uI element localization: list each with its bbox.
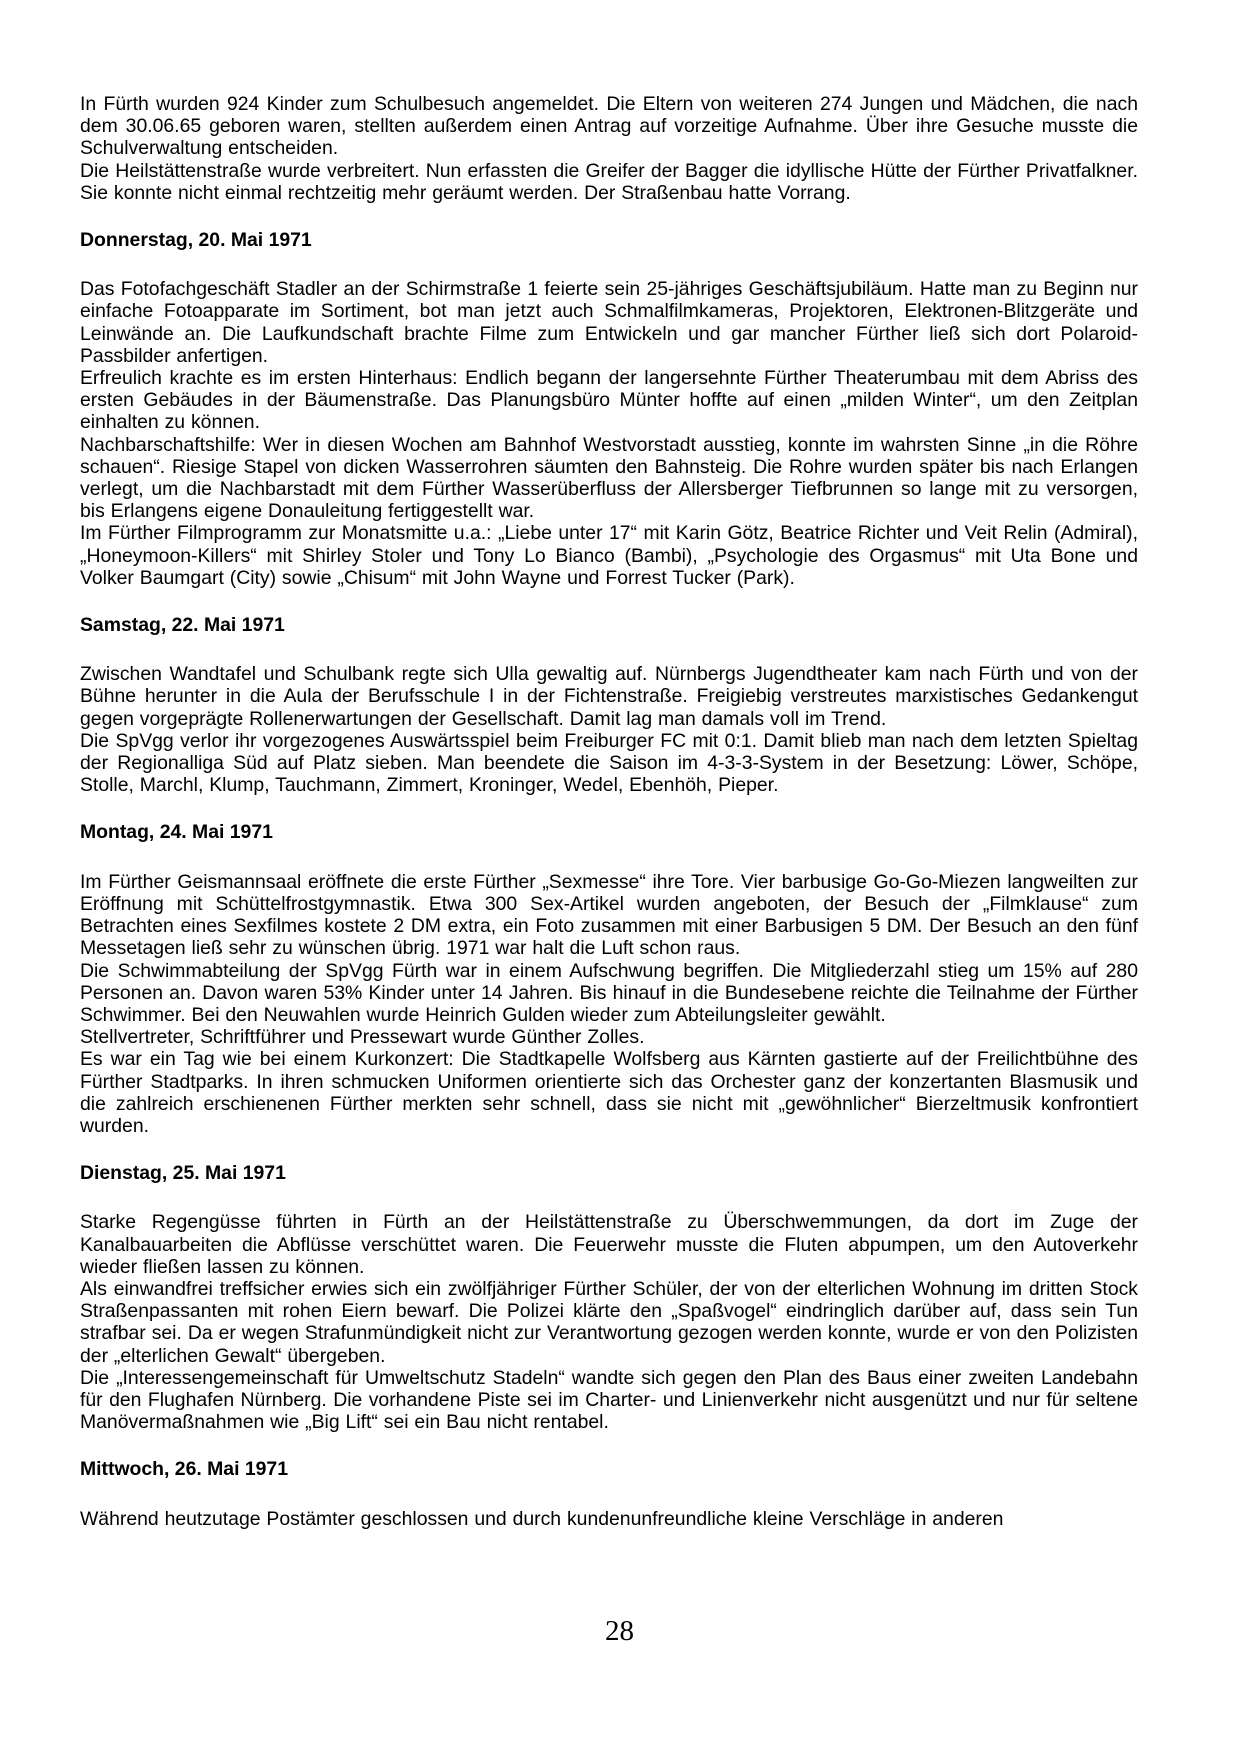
paragraph: Als einwandfrei treffsicher erwies sich ein zwölfjähriger Fürther Schüler, der von der elterlichen Wohnung im dritten Stock Straßenpassanten mit rohen Eiern bewarf. Die Polizei klärte den „Spaßvogel“ eindringlich darüber auf, dass sein Tun strafbar sei. Da er wegen Strafunmündigkeit nicht zur Verantwortung gezogen werden konnte, wurde er von den Polizisten der „elterlichen Gewalt“ übergeben.	[80, 1277, 1138, 1367]
paragraph: Es war ein Tag wie bei einem Kurkonzert: Die Stadtkapelle Wolfsberg aus Kärnten gastierte auf der Freilichtbühne des Fürther Stadtparks. In ihren schmucken Uniformen orientierte sich das Orchester ganz der konzertanten Blasmusik und die zahlreich erschienenen Fürther merkten sehr schnell, dass sie nicht mit „gewöhnlicher“ Bierzeltmusik konfrontiert wurden.	[80, 1048, 1138, 1137]
document-content	[80, 93, 1138, 1530]
paragraph: Während heutzutage Postämter geschlossen und durch kundenunfreundliche kleine Verschläge in anderen	[80, 1507, 1004, 1530]
paragraph: In Fürth wurden 924 Kinder zum Schulbesuch angemeldet. Die Eltern von weiteren 274 Jungen und Mädchen, die nach dem 30.06.65 geboren waren, stellten außerdem einen Antrag auf vorzeitige Aufnahme. Über ihre Gesuche musste die Schulverwaltung entscheiden.	[80, 93, 1138, 160]
paragraph: Die SpVgg verlor ihr vorgezogenes Auswärtsspiel beim Freiburger FC mit 0:1. Damit blieb man nach dem letzten Spieltag der Regionalliga Süd auf Platz sieben. Man beendete die Saison im 4-3-3-System in der Besetzung: Löwer, Schöpe, Stolle, Marchl, Klump, Tauchmann, Zimmert, Kroninger, Wedel, Ebenhöh, Pieper.	[80, 729, 1138, 797]
section-heading: Donnerstag, 20. Mai 1971	[80, 229, 312, 252]
paragraph: Die Schwimmabteilung der SpVgg Fürth war in einem Aufschwung begriffen. Die Mitgliederzahl stieg um 15% auf 280 Personen an. Davon waren 53% Kinder unter 14 Jahren. Bis hinauf in die Bundesebene reichte die Teilnahme der Fürther Schwimmer. Bei den Neuwahlen wurde Heinrich Gulden wieder zum Abteilungsleiter gewählt.	[80, 959, 1138, 1026]
section-heading: Dienstag, 25. Mai 1971	[80, 1162, 286, 1185]
section-heading: Mittwoch, 26. Mai 1971	[80, 1458, 288, 1481]
paragraph: Die „Interessengemeinschaft für Umweltschutz Stadeln“ wandte sich gegen den Plan des Baus einer zweiten Landebahn für den Flughafen Nürnberg. Die vorhandene Piste sei im Charter- und Linienverkehr nicht ausgenützt und nur für seltene Manövermaßnahmen wie „Big Lift“ sei ein Bau nicht rentabel.	[80, 1366, 1138, 1434]
paragraph: Starke Regengüsse führten in Fürth an der Heilstättenstraße zu Überschwemmungen, da dort im Zuge der Kanalbauarbeiten die Abflüsse verschüttet waren. Die Feuerwehr musste die Fluten abpumpen, um den Autoverkehr wieder fließen lassen zu können.	[80, 1211, 1138, 1278]
paragraph: Zwischen Wandtafel und Schulbank regte sich Ulla gewaltig auf. Nürnbergs Jugendtheater kam nach Fürth und von der Bühne herunter in die Aula der Berufsschule I in der Fichtenstraße. Freigiebig verstreutes marxistisches Gedankengut gegen vorgeprägte Rollenerwartungen der Gesellschaft. Damit lag man damals voll im Trend.	[80, 663, 1138, 730]
paragraph: Im Fürther Filmprogramm zur Monatsmitte u.a.: „Liebe unter 17“ mit Karin Götz, Beatrice Richter und Veit Relin (Admiral), „Honeymoon-Killers“ mit Shirley Stoler und Tony Lo Bianco (Bambi), „Psychologie des Orgasmus“ mit Uta Bone und Volker Baumgart (City) sowie „Chisum“ mit John Wayne und Forrest Tucker (Park).	[80, 522, 1138, 589]
paragraph: Die Heilstättenstraße wurde verbreitert. Nun erfassten die Greifer der Bagger die idyllische Hütte der Fürther Privatfalkner. Sie konnte nicht einmal rechtzeitig mehr geräumt werden. Der Straßenbau hatte Vorrang.	[80, 159, 1138, 204]
section-heading: Montag, 24. Mai 1971	[80, 821, 273, 844]
paragraph: Nachbarschaftshilfe: Wer in diesen Wochen am Bahnhof Westvorstadt ausstieg, konnte im wahrsten Sinne „in die Röhre schauen“. Riesige Stapel von dicken Wasserrohren säumten den Bahnsteig. Die Rohre wurden später bis nach Erlangen verlegt, um die Nachbarstadt mit dem Fürther Wasserüberfluss der Allersberger Tiefbrunnen so lange mit zu versorgen, bis Erlangens eigene Donauleitung fertiggestellt war.	[80, 433, 1138, 523]
page-number: 28	[605, 1615, 634, 1647]
paragraph: Stellvertreter, Schriftführer und Pressewart wurde Günther Zolles.	[80, 1026, 645, 1049]
section-heading: Samstag, 22. Mai 1971	[80, 614, 285, 637]
paragraph: Im Fürther Geismannsaal eröffnete die erste Fürther „Sexmesse“ ihre Tore. Vier barbusige Go-Go-Miezen langweilten zur Eröffnung mit Schüttelfrostgymnastik. Etwa 300 Sex-Artikel wurden angeboten, der Besuch der „Filmklause“ zum Betrachten eines Sexfilmes kostete 2 DM extra, ein Foto zusammen mit einer Barbusigen 5 DM. Der Besuch an den fünf Messetagen ließ sehr zu wünschen übrig. 1971 war halt die Luft schon raus.	[80, 870, 1138, 960]
paragraph: Das Fotofachgeschäft Stadler an der Schirmstraße 1 feierte sein 25-jähriges Geschäftsjubiläum. Hatte man zu Beginn nur einfache Fotoapparate im Sortiment, bot man jetzt auch Schmalfilmkameras, Projektoren, Elektronen-Blitzgeräte und Leinwände an. Die Laufkundschaft brachte Filme zum Entwickeln und gar mancher Fürther ließ sich dort Polaroid-Passbilder anfertigen.	[80, 278, 1138, 367]
paragraph: Erfreulich krachte es im ersten Hinterhaus: Endlich begann der langersehnte Fürther Theaterumbau mit dem Abriss des ersten Gebäudes in der Bäumenstraße. Das Planungsbüro Münter hoffte auf einen „milden Winter“, um den Zeitplan einhalten zu können.	[80, 367, 1138, 434]
